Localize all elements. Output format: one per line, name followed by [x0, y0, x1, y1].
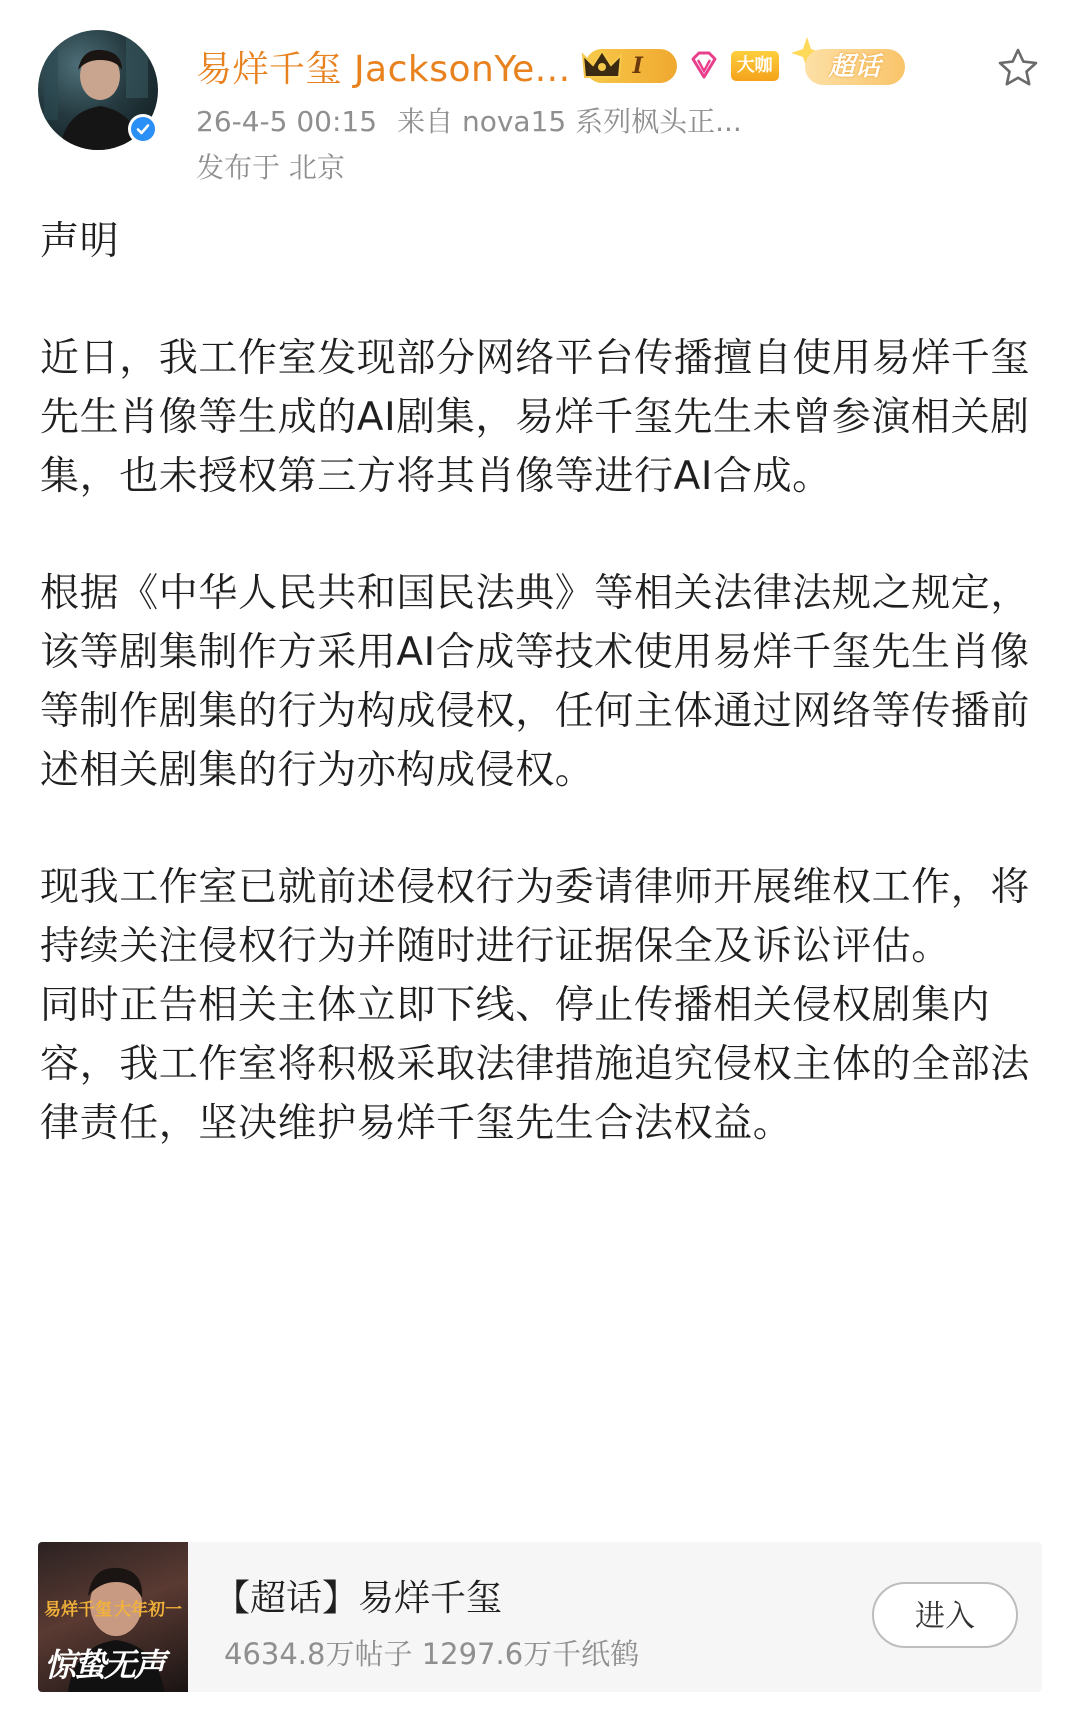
post-paragraph: 根据《中华人民共和国民法典》等相关法律法规之规定，该等剧集制作方采用AI合成等技术使用易烊千玺先生肖像等制作剧集的行为构成侵权，任何主体通过网络等传播前述相关剧集的行为亦构成侵权。 — [40, 571, 1031, 793]
crown-icon — [581, 47, 623, 83]
favorite-button[interactable] — [996, 46, 1040, 90]
avatar-container[interactable] — [38, 30, 158, 150]
diamond-badge[interactable] — [687, 49, 721, 83]
post-timestamp: 26-4-5 00:15 — [196, 105, 378, 138]
supertopic-stats: 4634.8万帖子 1297.6万千纸鹤 — [224, 1637, 640, 1671]
supertopic-thumbnail — [38, 1542, 188, 1692]
thumbnail-tag-left: 易烊千玺 — [44, 1600, 112, 1620]
post-source[interactable]: 来自 nova15 系列枫头正... — [397, 105, 742, 138]
chaohua-badge[interactable] — [791, 45, 913, 87]
meta-row — [196, 102, 1060, 142]
member-badge[interactable] — [585, 49, 677, 83]
supertopic-card[interactable] — [38, 1542, 1042, 1692]
star-outline-icon — [996, 46, 1040, 90]
post-paragraph: 现我工作室已就前述侵权行为委请律师开展维权工作，将持续关注侵权行为并随时进行证据保全及诉讼评估。 — [40, 865, 1031, 969]
post-location: 发布于 北京 — [196, 151, 345, 184]
verified-check-icon — [135, 121, 151, 137]
verified-badge — [128, 114, 158, 144]
member-level: I — [632, 53, 643, 79]
post-header — [196, 36, 1060, 194]
post-paragraph: 近日，我工作室发现部分网络平台传播擅自使用易烊千玺先生肖像等生成的AI剧集，易烊千玺先生未曾参演相关剧集，也未授权第三方将其肖像等进行AI合成。 — [40, 336, 1031, 499]
post-body — [40, 212, 1050, 1153]
supertopic-title[interactable]: 【超话】易烊千玺 — [214, 1578, 503, 1619]
post-heading: 声明 — [40, 219, 120, 264]
diamond-icon — [687, 49, 721, 83]
post-paragraph: 同时正告相关主体立即下线、停止传播相关侵权剧集内容，我工作室将积极采取法律措施追究侵权主体的全部法律责任，坚决维护易烊千玺先生合法权益。 — [40, 983, 1031, 1146]
name-row — [196, 36, 1060, 96]
thumbnail-title: 惊蛰无声 — [44, 1646, 165, 1684]
thumbnail-tag-right: 大年初一 — [114, 1600, 182, 1620]
chaohua-label: 超话 — [805, 49, 905, 85]
enter-button[interactable]: 进入 — [872, 1582, 1018, 1648]
username[interactable]: 易烊千玺 JacksonYe... — [196, 48, 571, 90]
daka-badge[interactable]: 大咖 — [731, 51, 779, 81]
